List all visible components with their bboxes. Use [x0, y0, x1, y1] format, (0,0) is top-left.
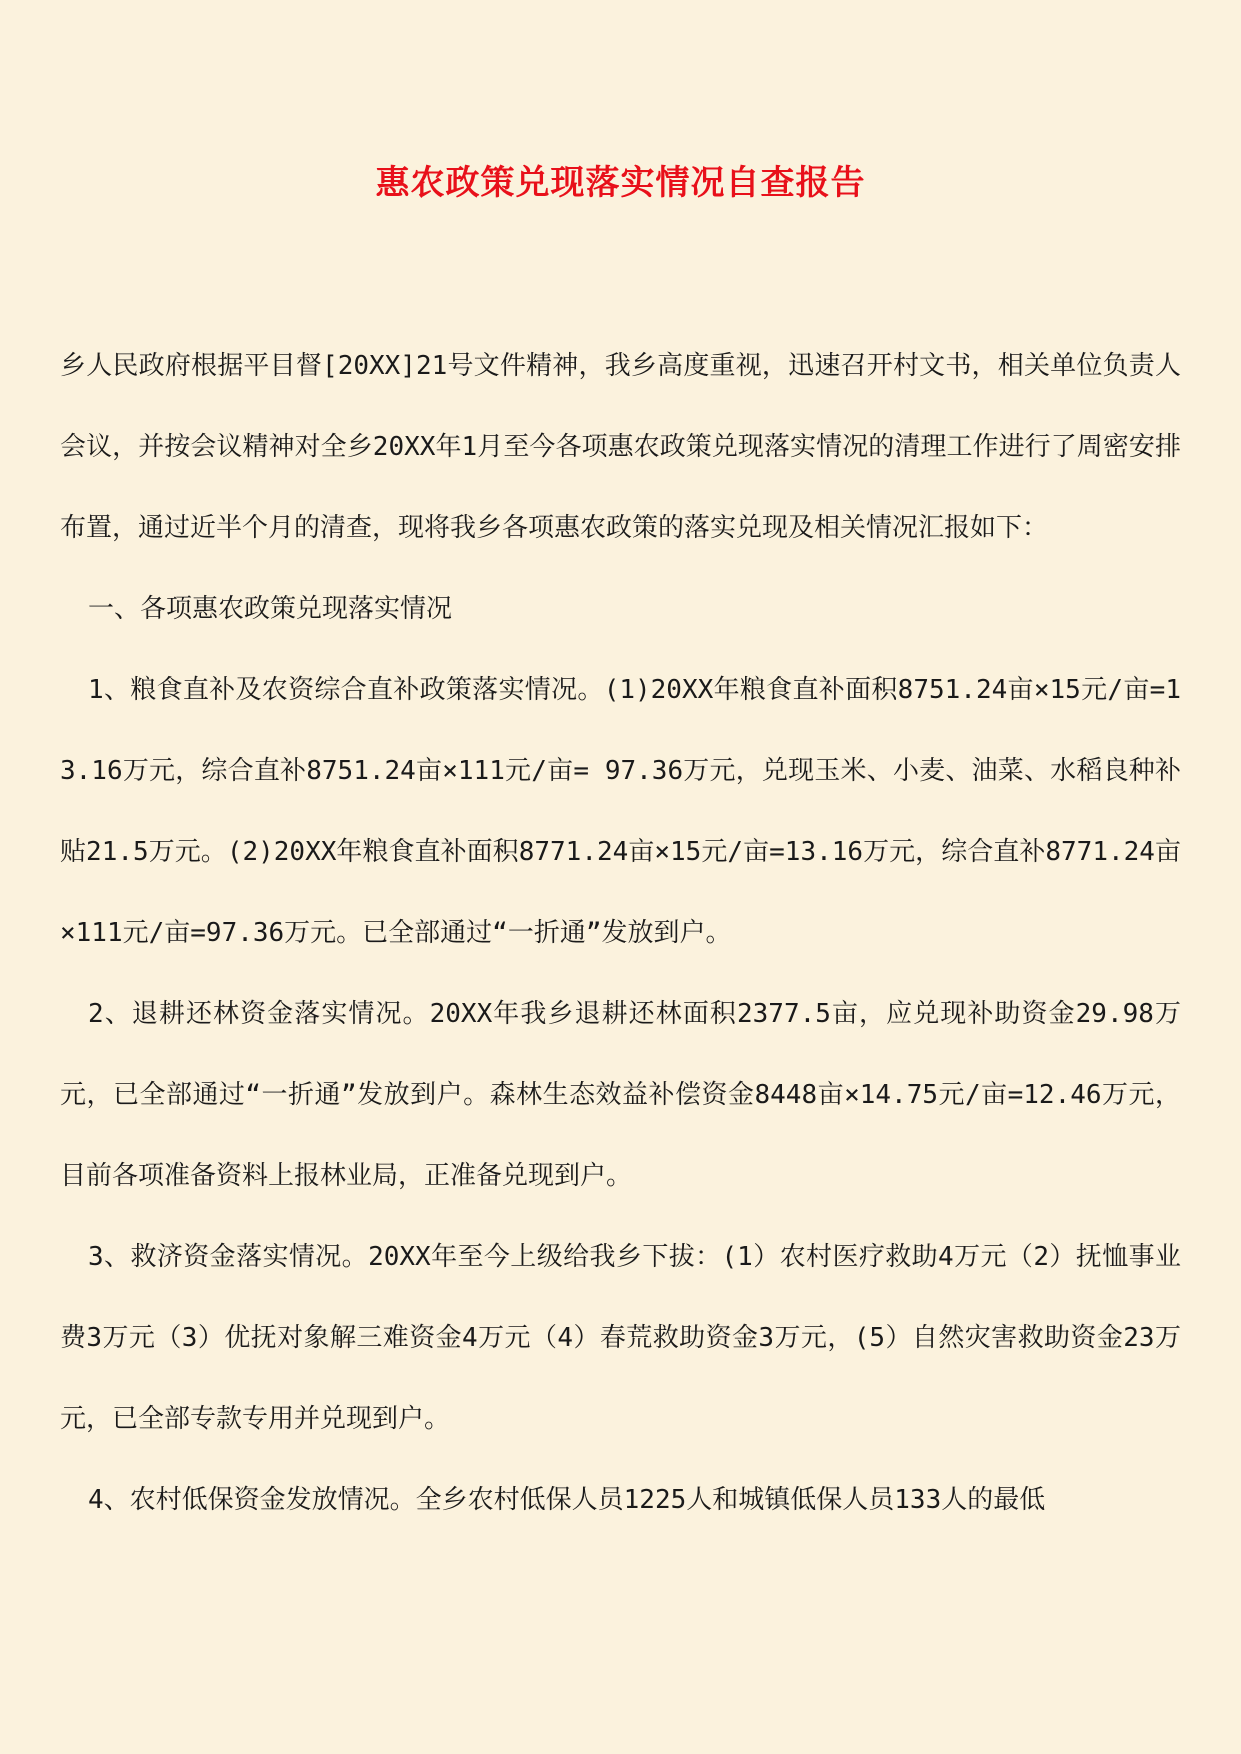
paragraph-reforestation: 2、退耕还林资金落实情况。20XX年我乡退耕还林面积2377.5亩，应兑现补助资金29.98万元，已全部通过“一折通”发放到户。森林生态效益补偿资金8448亩×14.75元/亩=12.46万元，目前各项准备资料上报林业局，正准备兑现到户。: [60, 999, 1181, 1191]
paragraph-grain-subsidy: 1、粮食直补及农资综合直补政策落实情况。(1)20XX年粮食直补面积8751.24亩×15元/亩=13.16万元，综合直补8751.24亩×111元/亩= 97.36万元，兑现玉米、小麦、油菜、水稻良种补贴21.5万元。(2)20XX年粮食直补面积8771.24亩×15元/亩=13.16万元，综合直补8771.24亩×111元/亩=97.36万元。已全部通过“一折通”发放到户。: [60, 675, 1181, 948]
document-page: [60, 0, 1181, 1754]
document-title: 惠农政策兑现落实情况自查报告: [375, 163, 866, 203]
section-heading: 一、各项惠农政策兑现落实情况: [88, 594, 453, 624]
paragraph-low-income: 4、农村低保资金发放情况。全乡农村低保人员1225人和城镇低保人员133人的最低: [88, 1485, 1046, 1515]
document-body: [60, 326, 1181, 1541]
intro-paragraph: 乡人民政府根据平目督[20XX]21号文件精神，我乡高度重视，迅速召开村文书，相关单位负责人会议，并按会议精神对全乡20XX年1月至今各项惠农政策兑现落实情况的清理工作进行了周密安排布置，通过近半个月的清查，现将我乡各项惠农政策的落实兑现及相关情况汇报如下：: [60, 351, 1181, 543]
paragraph-relief-funds: 3、救济资金落实情况。20XX年至今上级给我乡下拔：(1）农村医疗救助4万元（2）抚恤事业费3万元（3）优抚对象解三难资金4万元（4）春荒救助资金3万元，(5）自然灾害救助资金23万元，已全部专款专用并兑现到户。: [60, 1242, 1181, 1434]
